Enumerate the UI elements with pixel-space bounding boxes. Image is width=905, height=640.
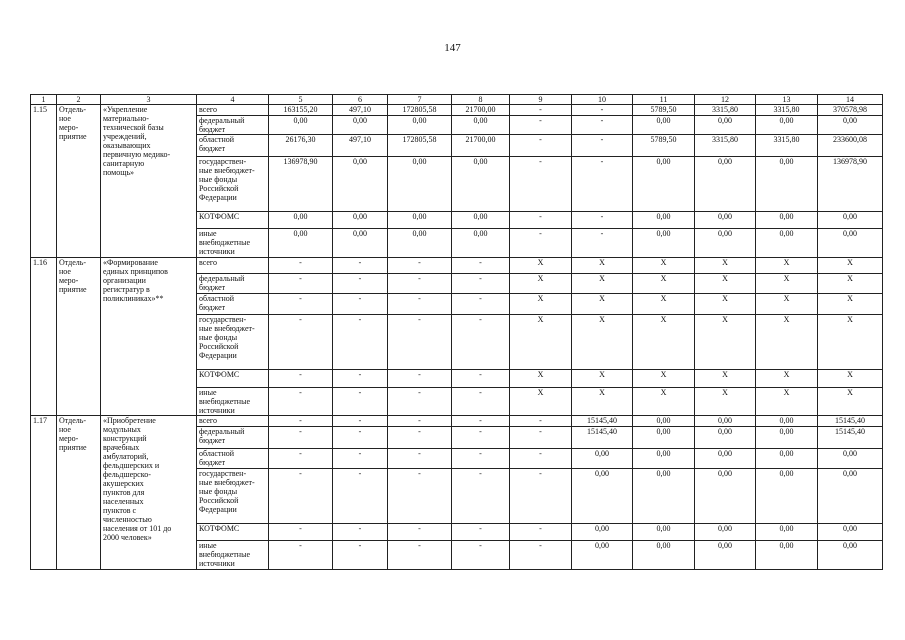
- value-cell: 15145,40: [818, 427, 883, 449]
- value-cell: 0,00: [572, 449, 633, 469]
- value-cell: X: [756, 370, 818, 388]
- value-cell: -: [333, 294, 388, 315]
- value-cell: 3315,80: [756, 105, 818, 116]
- value-cell: X: [510, 274, 572, 294]
- value-cell: -: [452, 541, 510, 570]
- funding-source-cell: иные внебюджетные источники: [197, 229, 269, 258]
- value-cell: X: [756, 258, 818, 274]
- value-cell: 0,00: [695, 116, 756, 135]
- value-cell: X: [756, 294, 818, 315]
- value-cell: -: [388, 274, 452, 294]
- block-title-cell: «Формирование единых принципов организации регистратур в поликлиниках»**: [101, 258, 197, 416]
- value-cell: -: [572, 116, 633, 135]
- value-cell: 370578,98: [818, 105, 883, 116]
- value-cell: -: [333, 258, 388, 274]
- value-cell: X: [633, 315, 695, 370]
- value-cell: -: [452, 388, 510, 416]
- value-cell: 0,00: [695, 229, 756, 258]
- value-cell: 0,00: [756, 469, 818, 524]
- value-cell: -: [452, 274, 510, 294]
- value-cell: 15145,40: [818, 416, 883, 427]
- funding-source-cell: иные внебюджетные источники: [197, 388, 269, 416]
- value-cell: 0,00: [756, 157, 818, 212]
- value-cell: 0,00: [269, 229, 333, 258]
- value-cell: -: [333, 524, 388, 541]
- value-cell: -: [572, 229, 633, 258]
- table-row: [31, 416, 883, 427]
- header-cell: 13: [756, 95, 818, 105]
- funding-source-cell: всего: [197, 105, 269, 116]
- header-cell: 5: [269, 95, 333, 105]
- value-cell: -: [333, 388, 388, 416]
- funding-source-cell: всего: [197, 258, 269, 274]
- table-row: [31, 258, 883, 274]
- value-cell: -: [452, 427, 510, 449]
- value-cell: X: [818, 258, 883, 274]
- funding-source-cell: государствен- ные внебюджет- ные фонды Российской Федерации: [197, 315, 269, 370]
- value-cell: 0,00: [756, 229, 818, 258]
- value-cell: 0,00: [388, 229, 452, 258]
- block-type-cell: Отдель- ное меро- приятие: [57, 416, 101, 570]
- value-cell: 0,00: [333, 212, 388, 229]
- header-cell: 9: [510, 95, 572, 105]
- value-cell: X: [510, 388, 572, 416]
- value-cell: -: [510, 212, 572, 229]
- value-cell: -: [269, 315, 333, 370]
- value-cell: 497,10: [333, 105, 388, 116]
- value-cell: 136978,90: [818, 157, 883, 212]
- table-row: [31, 105, 883, 116]
- header-cell: 11: [633, 95, 695, 105]
- value-cell: 0,00: [695, 524, 756, 541]
- value-cell: 3315,80: [756, 135, 818, 157]
- value-cell: 0,00: [388, 157, 452, 212]
- funding-source-cell: государствен- ные внебюджет- ные фонды Российской Федерации: [197, 157, 269, 212]
- value-cell: -: [388, 388, 452, 416]
- value-cell: -: [510, 105, 572, 116]
- value-cell: 0,00: [452, 116, 510, 135]
- value-cell: -: [452, 258, 510, 274]
- value-cell: 0,00: [633, 469, 695, 524]
- funding-source-cell: областной бюджет: [197, 294, 269, 315]
- value-cell: 0,00: [452, 229, 510, 258]
- value-cell: -: [388, 541, 452, 570]
- value-cell: -: [572, 105, 633, 116]
- value-cell: X: [633, 388, 695, 416]
- value-cell: 0,00: [269, 212, 333, 229]
- value-cell: -: [452, 416, 510, 427]
- value-cell: 172805,58: [388, 105, 452, 116]
- value-cell: -: [269, 449, 333, 469]
- header-row: [31, 95, 883, 105]
- funding-table: [30, 94, 883, 570]
- value-cell: X: [818, 315, 883, 370]
- value-cell: 0,00: [633, 116, 695, 135]
- value-cell: 0,00: [633, 212, 695, 229]
- value-cell: 0,00: [695, 427, 756, 449]
- value-cell: 0,00: [633, 416, 695, 427]
- value-cell: 0,00: [695, 416, 756, 427]
- funding-source-cell: всего: [197, 416, 269, 427]
- block-type-cell: Отдель- ное меро- приятие: [57, 105, 101, 258]
- value-cell: X: [756, 274, 818, 294]
- value-cell: -: [333, 315, 388, 370]
- value-cell: -: [452, 315, 510, 370]
- value-cell: -: [510, 524, 572, 541]
- table-body: [31, 105, 883, 570]
- value-cell: -: [269, 541, 333, 570]
- value-cell: X: [756, 388, 818, 416]
- funding-source-cell: областной бюджет: [197, 449, 269, 469]
- value-cell: 0,00: [818, 212, 883, 229]
- value-cell: X: [818, 274, 883, 294]
- value-cell: X: [572, 370, 633, 388]
- value-cell: -: [333, 541, 388, 570]
- value-cell: -: [388, 370, 452, 388]
- value-cell: 21700,00: [452, 135, 510, 157]
- header-cell: 10: [572, 95, 633, 105]
- value-cell: 0,00: [756, 524, 818, 541]
- value-cell: 0,00: [572, 469, 633, 524]
- value-cell: 0,00: [452, 157, 510, 212]
- value-cell: -: [510, 449, 572, 469]
- funding-source-cell: государствен- ные внебюджет- ные фонды Российской Федерации: [197, 469, 269, 524]
- value-cell: X: [633, 258, 695, 274]
- value-cell: -: [388, 416, 452, 427]
- value-cell: 0,00: [756, 212, 818, 229]
- value-cell: 5789,50: [633, 105, 695, 116]
- value-cell: -: [333, 274, 388, 294]
- funding-source-cell: КОТФОМС: [197, 524, 269, 541]
- value-cell: X: [572, 258, 633, 274]
- value-cell: -: [510, 541, 572, 570]
- value-cell: -: [510, 416, 572, 427]
- value-cell: -: [333, 427, 388, 449]
- value-cell: -: [510, 135, 572, 157]
- value-cell: 5789,50: [633, 135, 695, 157]
- value-cell: 163155,20: [269, 105, 333, 116]
- value-cell: X: [695, 274, 756, 294]
- value-cell: 0,00: [333, 116, 388, 135]
- value-cell: X: [695, 315, 756, 370]
- value-cell: -: [572, 135, 633, 157]
- value-cell: 0,00: [633, 427, 695, 449]
- value-cell: 3315,80: [695, 105, 756, 116]
- header-cell: 14: [818, 95, 883, 105]
- value-cell: 0,00: [818, 449, 883, 469]
- value-cell: 0,00: [695, 541, 756, 570]
- value-cell: 0,00: [818, 469, 883, 524]
- value-cell: X: [818, 388, 883, 416]
- value-cell: X: [633, 294, 695, 315]
- value-cell: X: [510, 294, 572, 315]
- value-cell: -: [572, 157, 633, 212]
- value-cell: -: [510, 157, 572, 212]
- value-cell: X: [572, 294, 633, 315]
- value-cell: -: [452, 449, 510, 469]
- value-cell: 0,00: [572, 524, 633, 541]
- value-cell: -: [269, 370, 333, 388]
- funding-source-cell: КОТФОМС: [197, 370, 269, 388]
- value-cell: -: [572, 212, 633, 229]
- value-cell: -: [510, 427, 572, 449]
- value-cell: X: [695, 294, 756, 315]
- funding-source-cell: федеральный бюджет: [197, 427, 269, 449]
- block-title-cell: «Приобретение модульных конструкций врачебных амбулаторий, фельдшерских и фельдшерско- акушерских пунктов для населенных пунктов с численностью населения от 101 до 2000 человек»: [101, 416, 197, 570]
- value-cell: 497,10: [333, 135, 388, 157]
- value-cell: 0,00: [695, 449, 756, 469]
- value-cell: -: [510, 469, 572, 524]
- value-cell: X: [756, 315, 818, 370]
- value-cell: 0,00: [333, 229, 388, 258]
- value-cell: 233600,08: [818, 135, 883, 157]
- value-cell: 0,00: [269, 116, 333, 135]
- value-cell: -: [269, 416, 333, 427]
- funding-source-cell: КОТФОМС: [197, 212, 269, 229]
- value-cell: X: [633, 370, 695, 388]
- value-cell: X: [510, 370, 572, 388]
- value-cell: 0,00: [572, 541, 633, 570]
- value-cell: 136978,90: [269, 157, 333, 212]
- value-cell: 0,00: [452, 212, 510, 229]
- value-cell: 15145,40: [572, 427, 633, 449]
- value-cell: -: [452, 294, 510, 315]
- value-cell: 0,00: [333, 157, 388, 212]
- value-cell: X: [572, 315, 633, 370]
- funding-source-cell: областной бюджет: [197, 135, 269, 157]
- header-cell: 3: [101, 95, 197, 105]
- value-cell: X: [572, 274, 633, 294]
- value-cell: -: [269, 258, 333, 274]
- value-cell: X: [510, 258, 572, 274]
- value-cell: -: [388, 469, 452, 524]
- value-cell: -: [333, 469, 388, 524]
- value-cell: X: [818, 294, 883, 315]
- value-cell: 0,00: [756, 449, 818, 469]
- header-cell: 7: [388, 95, 452, 105]
- block-id-cell: 1.16: [31, 258, 57, 416]
- value-cell: 0,00: [818, 116, 883, 135]
- value-cell: X: [695, 370, 756, 388]
- block-title-cell: «Укрепление материально- технической базы учреждений, оказывающих первичную медико- санитарную помощь»: [101, 105, 197, 258]
- header-cell: 1: [31, 95, 57, 105]
- value-cell: 0,00: [818, 524, 883, 541]
- value-cell: 21700,00: [452, 105, 510, 116]
- value-cell: -: [333, 370, 388, 388]
- value-cell: -: [388, 524, 452, 541]
- value-cell: 0,00: [818, 541, 883, 570]
- value-cell: 0,00: [818, 229, 883, 258]
- funding-source-cell: иные внебюджетные источники: [197, 541, 269, 570]
- value-cell: 26176,30: [269, 135, 333, 157]
- value-cell: 0,00: [756, 541, 818, 570]
- value-cell: -: [510, 229, 572, 258]
- value-cell: 0,00: [695, 469, 756, 524]
- value-cell: 3315,80: [695, 135, 756, 157]
- value-cell: -: [388, 315, 452, 370]
- value-cell: X: [695, 258, 756, 274]
- value-cell: 0,00: [388, 212, 452, 229]
- value-cell: -: [269, 388, 333, 416]
- value-cell: -: [452, 469, 510, 524]
- value-cell: 15145,40: [572, 416, 633, 427]
- value-cell: 0,00: [633, 157, 695, 212]
- value-cell: -: [269, 469, 333, 524]
- value-cell: X: [695, 388, 756, 416]
- value-cell: -: [452, 524, 510, 541]
- value-cell: 0,00: [695, 212, 756, 229]
- value-cell: -: [388, 258, 452, 274]
- value-cell: X: [818, 370, 883, 388]
- header-cell: 2: [57, 95, 101, 105]
- value-cell: 0,00: [633, 449, 695, 469]
- value-cell: -: [269, 427, 333, 449]
- value-cell: 0,00: [756, 427, 818, 449]
- block-id-cell: 1.15: [31, 105, 57, 258]
- value-cell: -: [333, 449, 388, 469]
- value-cell: 0,00: [633, 229, 695, 258]
- block-type-cell: Отдель- ное меро- приятие: [57, 258, 101, 416]
- value-cell: 172805,58: [388, 135, 452, 157]
- value-cell: 0,00: [633, 524, 695, 541]
- value-cell: -: [510, 116, 572, 135]
- value-cell: -: [333, 416, 388, 427]
- value-cell: 0,00: [756, 416, 818, 427]
- funding-source-cell: федеральный бюджет: [197, 274, 269, 294]
- header-cell: 8: [452, 95, 510, 105]
- value-cell: 0,00: [756, 116, 818, 135]
- page-number: 147: [444, 42, 461, 54]
- value-cell: 0,00: [633, 541, 695, 570]
- value-cell: -: [269, 294, 333, 315]
- value-cell: -: [388, 427, 452, 449]
- value-cell: 0,00: [388, 116, 452, 135]
- value-cell: 0,00: [695, 157, 756, 212]
- value-cell: -: [388, 449, 452, 469]
- value-cell: X: [633, 274, 695, 294]
- value-cell: -: [269, 524, 333, 541]
- header-cell: 6: [333, 95, 388, 105]
- value-cell: -: [269, 274, 333, 294]
- header-cell: 12: [695, 95, 756, 105]
- value-cell: -: [388, 294, 452, 315]
- value-cell: -: [452, 370, 510, 388]
- block-id-cell: 1.17: [31, 416, 57, 570]
- value-cell: X: [510, 315, 572, 370]
- funding-source-cell: федеральный бюджет: [197, 116, 269, 135]
- header-cell: 4: [197, 95, 269, 105]
- value-cell: X: [572, 388, 633, 416]
